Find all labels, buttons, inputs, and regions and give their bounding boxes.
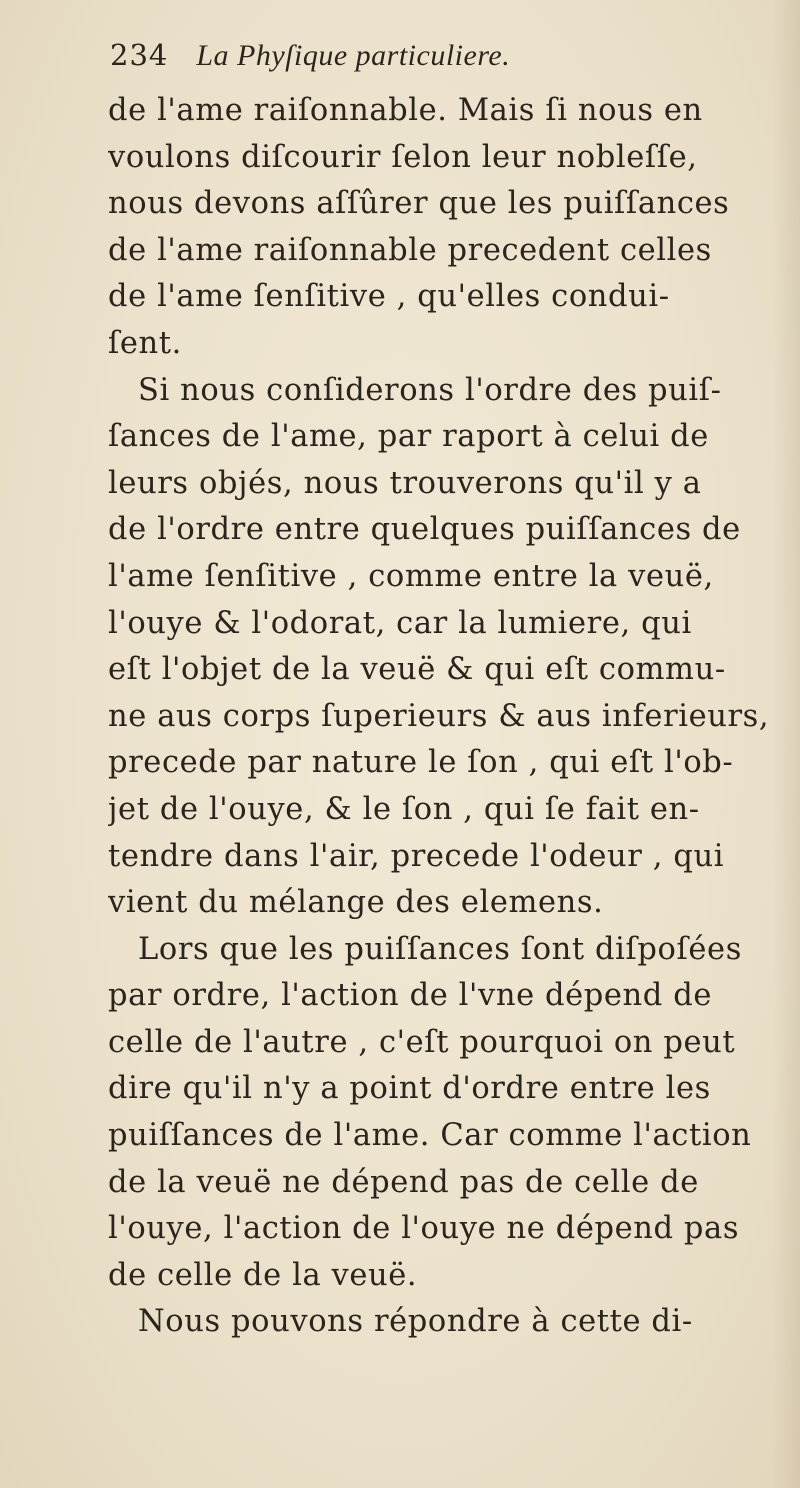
text-line: de l'ame ſenſitive , qu'elles condui- — [108, 279, 670, 315]
text-line: dire qu'il n'y a point d'ordre entre les — [108, 1071, 711, 1107]
text-line: Lors que les puiſſances ſont diſpoſées — [138, 931, 742, 967]
text-line: leurs objés, nous trouverons qu'il y a — [108, 465, 702, 501]
text-line: l'ouye & l'odorat, car la lumiere, qui — [108, 605, 692, 641]
text-line: nous devons aſſûrer que les puiſſances — [108, 186, 730, 222]
page-number: 234 — [110, 38, 169, 72]
text-line: puiſſances de l'ame. Car comme l'action — [108, 1118, 752, 1154]
text-line: de celle de la veuë. — [108, 1257, 418, 1293]
running-title: La Phyſique particuliere. — [196, 39, 511, 72]
text-line: ne aus corps ſuperieurs & aus inferieurs, — [108, 698, 770, 734]
text-line: voulons diſcourir ſelon leur nobleſſe, — [108, 139, 698, 175]
text-line: de la veuë ne dépend pas de celle de — [108, 1164, 699, 1200]
text-line: celle de l'autre , c'eſt pourquoi on peut — [108, 1024, 736, 1060]
text-line: vient du mélange des elemens. — [108, 885, 604, 921]
text-line: par ordre, l'action de l'vne dépend de — [108, 978, 712, 1014]
text-line: eſt l'objet de la veuë & qui eſt commu- — [108, 652, 726, 688]
text-line: de l'ame raiſonnable precedent celles — [108, 232, 712, 268]
text-line: l'ouye, l'action de l'ouye ne dépend pas — [108, 1211, 740, 1247]
body-text — [108, 88, 788, 1346]
page-header — [110, 38, 510, 88]
text-line: tendre dans l'air, precede l'odeur , qui — [108, 838, 725, 874]
text-line: de l'ame raiſonnable. Mais ſi nous en — [108, 93, 703, 128]
text-line: Nous pouvons répondre à cette di- — [138, 1304, 693, 1340]
text-line: l'ame ſenſitive , comme entre la veuë, — [108, 558, 714, 594]
text-line: ſent. — [108, 325, 182, 361]
text-line: Si nous conſiderons l'ordre des puiſ- — [138, 372, 722, 408]
text-line: de l'ordre entre quelques puiſſances de — [108, 512, 741, 548]
text-line: ſances de l'ame, par raport à celui de — [108, 419, 709, 455]
text-line: jet de l'ouye, & le ſon , qui ſe fait en- — [108, 791, 700, 827]
text-line: precede par nature le ſon , qui eſt l'ob- — [108, 745, 734, 781]
